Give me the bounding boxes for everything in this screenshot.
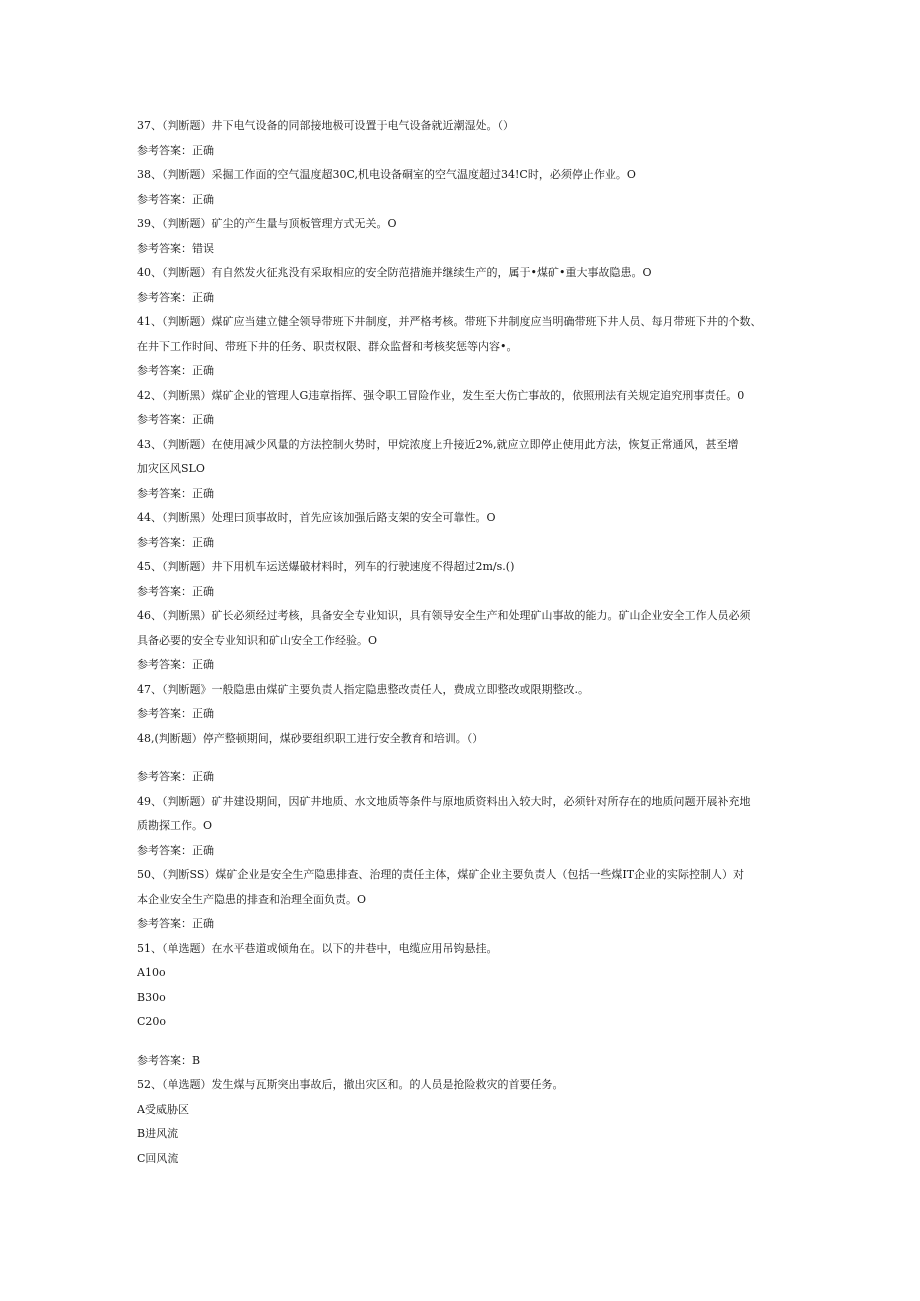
option-line: A10o [137,966,166,979]
question-text-line: 48,(判断题）停产整顿期间，煤砂要组织职工进行安全教育和培训。（） [137,731,484,745]
question-text-line: 46、（判断黑）矿长必须经过考核，具备安全专业知识，具有领导安全生产和处理矿山事故的能力。矿山企业安全工作人员必须 [137,609,751,622]
spacer [137,1035,785,1049]
answer-line: 参考答案：B [137,1053,201,1067]
question-text-line: 52、（单选题）发生煤与瓦斯突出事故后，撤出灾区和。的人员是抢险救灾的首要任务。 [137,1078,564,1091]
answer-line: 参考答案：正确 [137,535,214,549]
question-text-line: 41、（判断题）煤矿应当建立健全领导带班下井制度，并严格考核。带班下井制度应当明确带班下井人员、每月带班下井的个数、 [137,315,762,328]
answer-line: 参考答案：正确 [137,486,214,500]
answer-line: 参考答案：正确 [137,584,214,598]
answer-line: 参考答案：正确 [137,413,214,426]
question-text-line: 44、（判断黑）处理曰顶事故时，首先应该加强后路支架的安全可靠性。O [137,511,496,524]
question-text-line: 50、（判断SS）煤矿企业是安全生产隐患排查、治理的责任主体，煤矿企业主要负责人（包括一些煤IT企业的实际控制人）对 [137,868,745,881]
option-line: B进风流 [137,1127,179,1140]
answer-line: 参考答案：正确 [137,658,214,671]
question-text-line: 质勘探工作。O [137,819,213,832]
question-text-line: 具备必要的安全专业知识和矿山安全工作经验。O [137,633,378,647]
question-text-line: 47、（判断题》一般隐患由煤矿主要负责人指定隐患整改责任人，费成立即整改或限期整改.。 [137,682,589,696]
answer-line: 参考答案：正确 [137,770,214,783]
option-line: A受威胁区 [137,1102,189,1116]
question-text-line: 39、（判断题）矿尘的产生量与顶板管理方式无关。O [137,217,397,230]
answer-line: 参考答案：正确 [137,707,214,720]
answer-line: 参考答案：正确 [137,192,214,206]
answer-line: 参考答案：正确 [137,290,214,304]
question-text-line: 42、（判断黑）煤矿企业的管理人G违章指挥、强令职工冒险作业，发生至大伤亡事故的，依照刑法有关规定追究刑事责任。0 [137,388,745,402]
spacer [137,751,785,765]
question-text-line: 在井下工作时间、带班下井的任务、职责权限、群众监督和考核奖惩等内容•。 [137,339,518,353]
question-text-line: 37、（判断题）井下电气设备的同部接地极可设置于电气设备就近潮湿处。（） [137,119,514,132]
question-text-line: 51、（单选题）在水平巷道或倾角在。以下的井巷中，电缆应用吊钩悬挂。 [137,941,498,955]
answer-line: 参考答案：正确 [137,364,214,377]
question-text-line: 加灾区风SLO [137,462,205,475]
question-text-line: 49、（判断题）矿井建设期间，因矿井地质、水文地质等条件与原地质资料出入较大时，必须针对所存在的地质问题开展补充地 [137,794,751,808]
answer-line: 参考答案：正确 [137,843,214,857]
question-list [137,114,785,1171]
answer-line: 参考答案：正确 [137,917,214,930]
question-text-line: 45、（判断题）井下用机车运送爆破材料时，列车的行驶速度不得超过2m/s.() [137,560,515,573]
option-line: B30o [137,990,166,1004]
answer-line: 参考答案：正确 [137,143,214,157]
option-line: C回风流 [137,1151,179,1165]
option-line: C20o [137,1015,167,1028]
question-text-line: 本企业安全生产隐患的排查和治理全面负责。O [137,892,367,906]
answer-line: 参考答案：错误 [137,241,214,255]
question-text-line: 38、（判断题）采掘工作面的空气温度超30C,机电设备硐室的空气温度超过34!C时，必须停止作业。O [137,168,636,181]
question-text-line: 40、（判断题）有自然发火征兆没有采取相应的安全防范措施并继续生产的，属于•煤矿•重大事故隐患。O [137,266,652,279]
question-text-line: 43、（判断题）在使用减少风量的方法控制火势时，甲烷浓度上升接近2%,就应立即停止使用此方法，恢复正常通风，甚至增 [137,437,739,451]
